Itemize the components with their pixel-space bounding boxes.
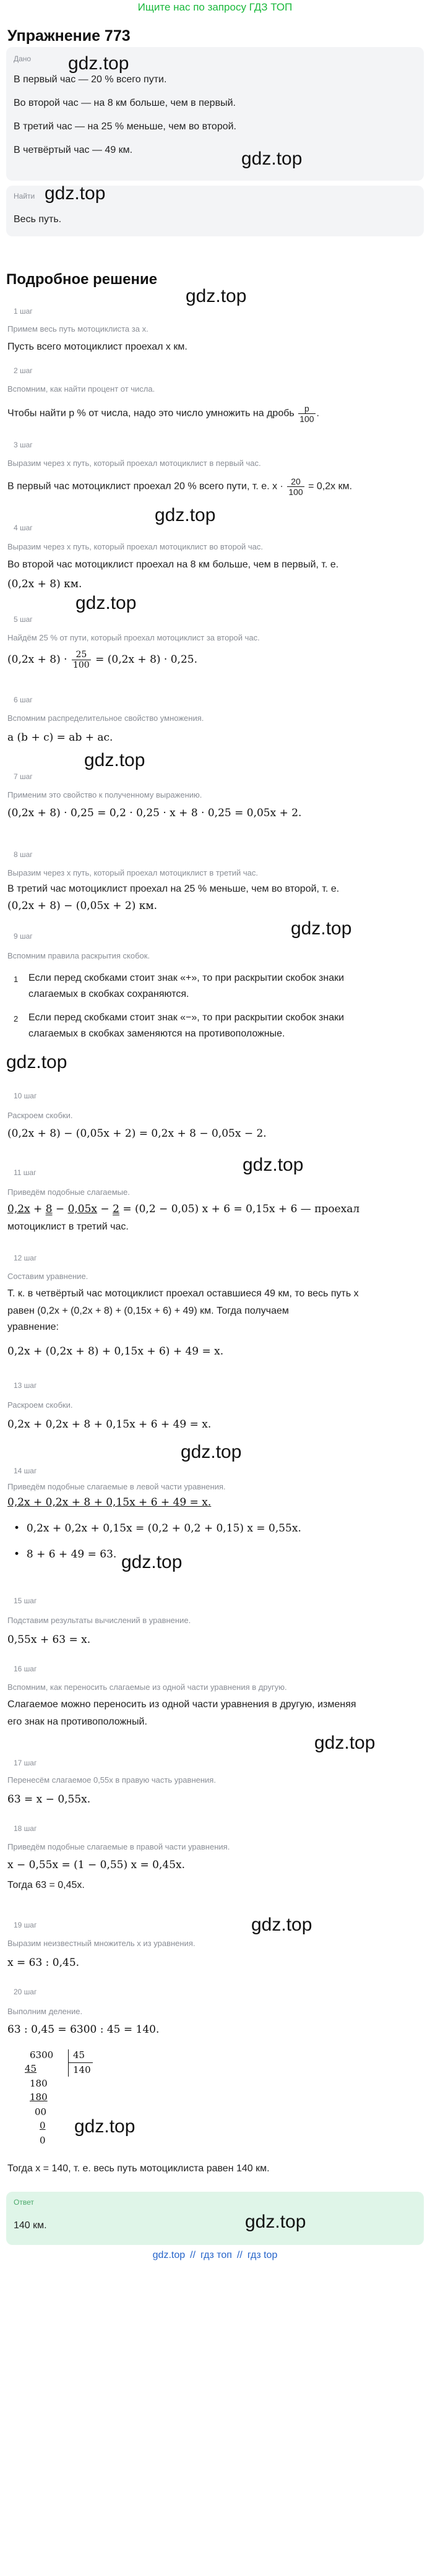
footer-links [0, 2250, 430, 2261]
rule-text: слагаемых в скобках сохраняются. [28, 989, 189, 999]
rule-text: Если перед скобками стоит знак «−», то при раскрытии скобок знаки [28, 1012, 345, 1023]
step-text: Т. к. в четвёртый час мотоциклист проехал оставшиеся 49 км, то весь путь x [7, 1288, 359, 1299]
step-math: x − 0,55x = (1 − 0,55) x = 0,45x. [7, 1859, 185, 1871]
step-label: 14 шаг [14, 1467, 37, 1475]
step-math: (0,2x + 8) км. [7, 578, 82, 590]
step-math: 63 : 0,45 = 6300 : 45 = 140. [7, 2023, 160, 2036]
step-desc: Вспомним распределительное свойство умножения. [7, 713, 204, 723]
find-text: Весь путь. [14, 214, 62, 225]
rule-number: 1 [14, 975, 19, 984]
division-line [68, 2062, 93, 2063]
footer-separator: // [236, 2250, 243, 2260]
step-text: Пусть всего мотоциклист проехал x км. [7, 342, 187, 352]
step-label: 18 шаг [14, 1824, 37, 1833]
page-title: Упражнение 773 [7, 27, 131, 45]
step-text: его знак на противоположный. [7, 1717, 147, 1727]
step-math: (0,2x + 8) · $\frac{25}{100}$ = (0,2x + 8) · 0,25. [7, 650, 197, 670]
step-text: Слагаемое можно переносить из одной части уравнения в другую, изменяя [7, 1699, 356, 1710]
step-math: 0,2x + (0,2x + 8) + 0,15x + 6) + 49 = x. [7, 1345, 224, 1358]
answer-text: 140 км. [14, 2220, 47, 2231]
step-desc: Вспомним, как найти процент от числа. [7, 384, 155, 394]
bullet-item: • 8 + 6 + 49 = 63. [14, 1548, 117, 1561]
step-text: Тогда x = 140, т. е. весь путь мотоциклиста равен 140 км. [7, 2163, 270, 2174]
watermark: gdz.top [121, 1552, 183, 1572]
step-label: 4 шаг [14, 523, 33, 532]
step-label: 8 шаг [14, 850, 33, 859]
given-line: Во второй час — на 8 км больше, чем в первый. [14, 98, 236, 108]
step-label: 2 шаг [14, 366, 33, 375]
step-desc: Применим это свойство к полученному выражению. [7, 790, 202, 799]
given-line: В третий час — на 25 % меньше, чем во второй. [14, 121, 236, 132]
given-label: Дано [14, 54, 32, 63]
division-divisor: 45 [73, 2049, 85, 2061]
step-label: 17 шаг [14, 1759, 37, 1767]
step-label: 7 шаг [14, 772, 33, 781]
fraction: $\frac{25}{100}$ [72, 650, 90, 670]
step-text: В первый час мотоциклист проехал 20 % всего пути, т. е. x · $\frac{20}{100}$ = 0,2x км. [7, 476, 353, 497]
division-dividend: 6300 [30, 2049, 54, 2061]
solution-title: Подробное решение [6, 271, 158, 288]
step-label: 19 шаг [14, 1921, 37, 1929]
step-label: 12 шаг [14, 1254, 37, 1262]
footer-link[interactable]: гдз top [247, 2250, 278, 2260]
step-text: Во второй час мотоциклист проехал на 8 км больше, чем в первый, т. е. [7, 559, 339, 570]
step-desc: Приведём подобные слагаемые в левой части уравнения. [7, 1482, 226, 1491]
step-desc: Раскроем скобки. [7, 1111, 73, 1120]
watermark: gdz.top [314, 1733, 376, 1753]
footer-link[interactable]: гдз топ [200, 2250, 232, 2260]
step-desc: Вспомним, как переносить слагаемые из одной части уравнения в другую. [7, 1682, 287, 1692]
watermark: gdz.top [186, 286, 247, 306]
watermark: gdz.top [68, 53, 129, 74]
watermark: gdz.top [74, 2116, 135, 2137]
step-text-a: Чтобы найти p % от числа, надо это число умножить на дробь [7, 408, 295, 419]
division-row: 00 [35, 2106, 47, 2117]
fraction: $\frac{p}{100}$ [299, 403, 314, 424]
step-math: 63 = x − 0,55x. [7, 1793, 91, 1806]
bullet-item: • 0,2x + 0,2x + 0,15x = (0,2 + 0,2 + 0,15) x = 0,55x. [14, 1522, 301, 1535]
fraction: $\frac{20}{100}$ [288, 476, 303, 497]
step-desc: Выразим неизвестный множитель x из уравнения. [7, 1939, 196, 1948]
footer-link[interactable]: gdz.top [152, 2250, 186, 2260]
step-text: равен (0,2x + (0,2x + 8) + (0,15x + 6) + 49) км. Тогда получаем [7, 1306, 289, 1316]
footer-separator: // [190, 2250, 196, 2260]
step-label: 11 шаг [14, 1168, 37, 1177]
step-desc: Приведём подобные слагаемые. [7, 1187, 130, 1197]
division-row: 0 [40, 2135, 46, 2146]
step-desc: Перенесём слагаемое 0,55x в правую часть уравнения. [7, 1775, 216, 1785]
step-desc: Выполним деление. [7, 2007, 83, 2016]
division-row: 45 [25, 2063, 37, 2074]
division-row: 180 [30, 2091, 48, 2103]
rule-number: 2 [14, 1014, 19, 1023]
step-label: 6 шаг [14, 696, 33, 704]
watermark: gdz.top [245, 2212, 306, 2232]
watermark: gdz.top [84, 750, 145, 770]
watermark: gdz.top [75, 593, 137, 613]
watermark: gdz.top [241, 149, 303, 169]
step-desc: Составим уравнение. [7, 1272, 88, 1281]
rule-text: слагаемых в скобках заменяются на противоположные. [28, 1028, 285, 1039]
step-math: (0,2x + 8) − (0,05x + 2) = 0,2x + 8 − 0,05x − 2. [7, 1127, 267, 1140]
step-math: a (b + c) = ab + ac. [7, 731, 113, 744]
step-text: мотоциклист в третий час. [7, 1221, 129, 1232]
find-label: Найти [14, 192, 35, 200]
step-text: В третий час мотоциклист проехал на 25 % меньше, чем во второй, т. е. [7, 884, 340, 894]
step-desc: Выразим через x путь, который проехал мотоциклист во второй час. [7, 542, 264, 551]
answer-card [6, 2192, 424, 2245]
given-line: В первый час — 20 % всего пути. [14, 74, 167, 85]
step-label: 20 шаг [14, 1988, 37, 1996]
watermark: gdz.top [6, 1052, 67, 1072]
top-search-link[interactable]: Ищите нас по запросу ГДЗ ТОП [137, 1, 293, 13]
step-label: 16 шаг [14, 1665, 37, 1673]
given-line: В четвёртый час — 49 км. [14, 145, 133, 155]
step-desc: Выразим через x путь, который проехал мотоциклист в третий час. [7, 868, 259, 877]
step-math: 0,2x + 0,2x + 8 + 0,15x + 6 + 49 = x. [7, 1496, 212, 1509]
answer-label: Ответ [14, 2198, 34, 2207]
step-label: 10 шаг [14, 1092, 37, 1100]
step-label: 9 шаг [14, 932, 33, 941]
division-row: 0 [40, 2120, 46, 2131]
rule-text: Если перед скобками стоит знак «+», то при раскрытии скобок знаки [28, 973, 345, 983]
division-divider [68, 2049, 69, 2077]
step-math: 0,2x + 0,2x + 8 + 0,15x + 6 + 49 = x. [7, 1418, 212, 1431]
step-label: 15 шаг [14, 1596, 37, 1605]
watermark: gdz.top [291, 918, 352, 939]
step-desc: Приведём подобные слагаемые в правой части уравнения. [7, 1842, 230, 1851]
step-math: (0,2x + 8) − (0,05x + 2) км. [7, 900, 158, 912]
step-desc: Примем весь путь мотоциклиста за x. [7, 324, 148, 334]
step-text: Чтобы найти p % от числа, надо это число умножить на дробь $\frac{p}{100}$ . [7, 403, 319, 424]
watermark: gdz.top [243, 1155, 304, 1175]
long-division [19, 2049, 130, 2155]
step-label: 5 шаг [14, 615, 33, 624]
division-quotient: 140 [73, 2064, 91, 2075]
step-text: Тогда 63 = 0,45x. [7, 1880, 85, 1890]
step-desc: Подставим результаты вычислений в уравнение. [7, 1616, 191, 1625]
step-desc: Вспомним правила раскрытия скобок. [7, 951, 150, 960]
watermark: gdz.top [251, 1915, 312, 1935]
step-math: 0,55x + 63 = x. [7, 1634, 91, 1646]
step-label: 13 шаг [14, 1381, 37, 1390]
watermark: gdz.top [155, 505, 216, 525]
step-desc: Найдём 25 % от пути, который проехал мотоциклист за второй час. [7, 633, 260, 642]
step-math: (0,2x + 8) · 0,25 = 0,2 · 0,25 · x + 8 · 0,25 = 0,05x + 2. [7, 807, 302, 819]
step-desc: Выразим через x путь, который проехал мотоциклист в первый час. [7, 459, 261, 468]
step-math: 0,2x + 8 − 0,05x − 2 = (0,2 − 0,05) x + 6 = 0,15x + 6 — проехал [7, 1203, 360, 1215]
watermark: gdz.top [45, 183, 106, 204]
step-label: 1 шаг [14, 307, 33, 316]
step-math: x = 63 : 0,45. [7, 1957, 80, 1969]
step-text: уравнение: [7, 1322, 59, 1332]
step-label: 3 шаг [14, 441, 33, 449]
division-row: 180 [30, 2078, 48, 2089]
watermark: gdz.top [181, 1442, 242, 1462]
step-desc: Раскроем скобки. [7, 1400, 73, 1410]
